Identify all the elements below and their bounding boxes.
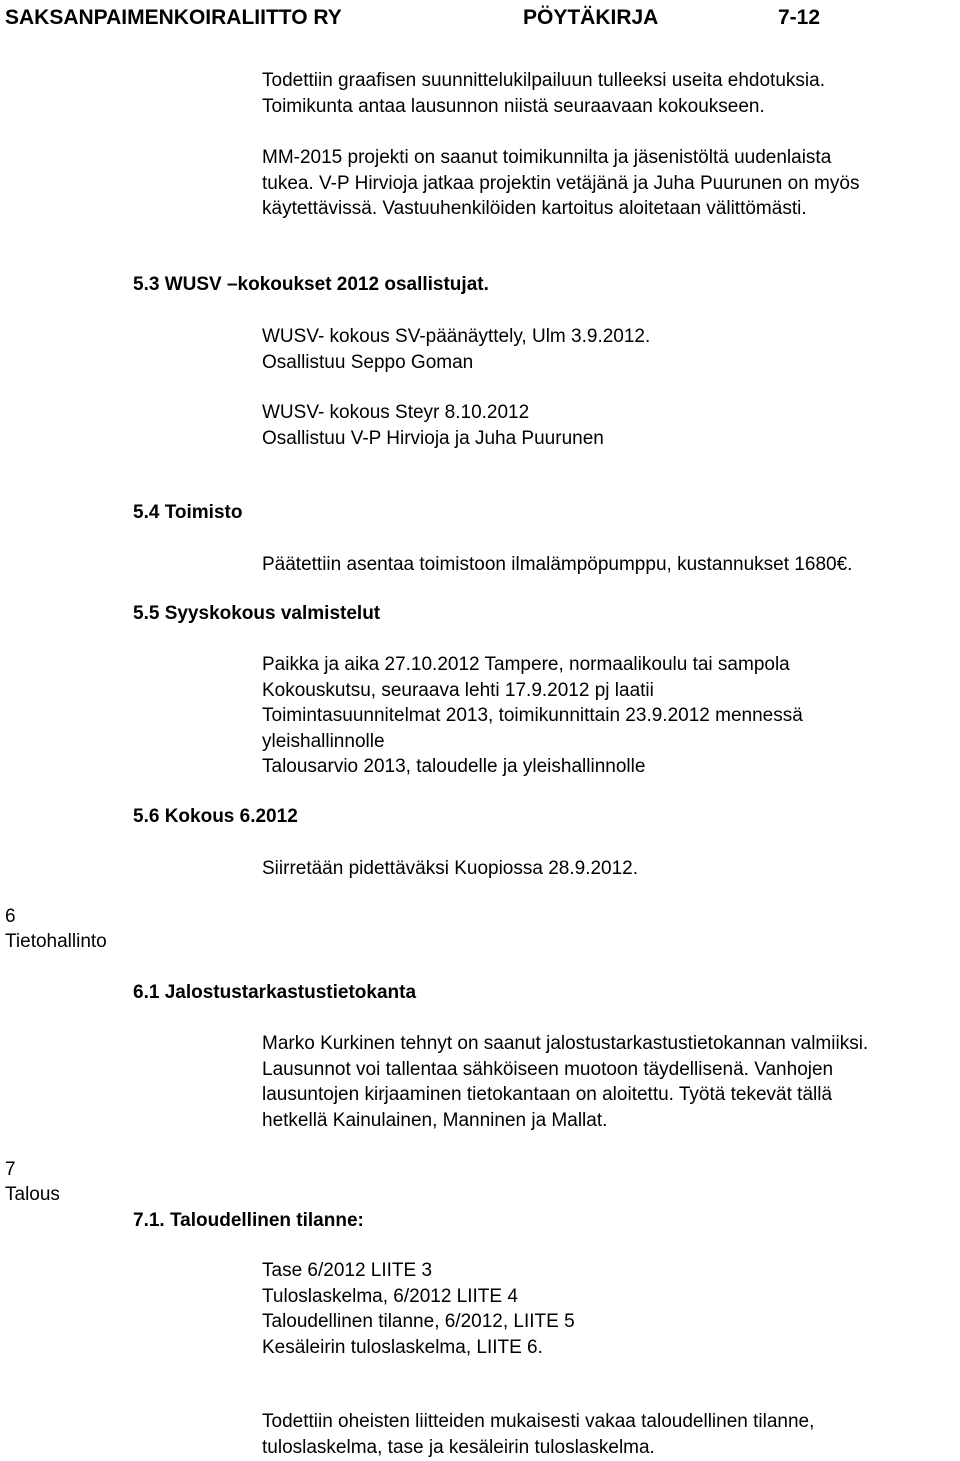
section-5-3-heading: 5.3 WUSV –kokoukset 2012 osallistujat.	[133, 274, 489, 295]
section-5-3-block-2	[262, 400, 604, 451]
list-item: Taloudellinen tilanne, 6/2012, LIITE 5	[262, 1311, 575, 1332]
text-line: yleishallinnolle	[262, 730, 385, 752]
text-line: Talousarvio 2013, taloudelle ja yleishallinnolle	[262, 756, 646, 777]
text-line: Toimintasuunnitelmat 2013, toimikunnittain 23.9.2012 mennessä	[262, 705, 803, 726]
intro-paragraph-2	[262, 145, 859, 222]
section-6-title: Tietohallinto	[5, 931, 107, 952]
text-line: Marko Kurkinen tehnyt on saanut jalostustarkastustietokannan valmiiksi.	[262, 1033, 869, 1054]
list-item: Tase 6/2012 LIITE 3	[262, 1260, 433, 1281]
text-line: käytettävissä. Vastuuhenkilöiden kartoitus aloitetaan välittömästi.	[262, 198, 807, 219]
intro-paragraph-1	[262, 68, 825, 119]
section-5-4-heading: 5.4 Toimisto	[133, 502, 243, 523]
text-line: Todettiin graafisen suunnittelukilpailuun tulleeksi useita ehdotuksia.	[262, 70, 825, 91]
list-item: Kesäleirin tuloslaskelma, LIITE 6.	[262, 1336, 543, 1358]
section-5-4-text: Päätettiin asentaa toimistoon ilmalämpöpumppu, kustannukset 1680€.	[262, 554, 853, 575]
section-6-1-heading: 6.1 Jalostustarkastustietokanta	[133, 982, 417, 1003]
text-line: Lausunnot voi tallentaa sähköiseen muotoon täydellisenä. Vanhojen	[262, 1058, 834, 1080]
section-7-title: Talous	[5, 1184, 60, 1205]
page-number: 7-12	[778, 6, 821, 29]
text-line: Osallistuu Seppo Goman	[262, 351, 474, 373]
text-line: Osallistuu V-P Hirvioja ja Juha Puurunen	[262, 427, 604, 449]
text-line: lausuntojen kirjaaminen tietokantaan on aloitettu. Työtä tekevät tällä	[262, 1084, 833, 1105]
section-5-5-heading: 5.5 Syyskokous valmistelut	[133, 603, 381, 624]
section-5-3-block-1	[262, 324, 650, 375]
text-line: Toimikunta antaa lausunnon niistä seuraavaan kokoukseen.	[262, 95, 765, 117]
text-line: tukea. V-P Hirvioja jatkaa projektin vetäjänä ja Juha Puurunen on myös	[262, 172, 860, 194]
text-line: Kokouskutsu, seuraava lehti 17.9.2012 pj laatii	[262, 679, 654, 701]
text-line: WUSV- kokous SV-päänäyttely, Ulm 3.9.2012.	[262, 326, 651, 347]
section-6-1-lines	[262, 1031, 868, 1133]
text-line: hetkellä Kainulainen, Manninen ja Mallat.	[262, 1109, 608, 1131]
text-line: Todettiin oheisten liitteiden mukaisesti vakaa taloudellinen tilanne,	[262, 1411, 815, 1432]
organization-name: SAKSANPAIMENKOIRALIITTO RY	[5, 6, 342, 29]
text-line: Paikka ja aika 27.10.2012 Tampere, normaalikoulu tai sampola	[262, 654, 790, 675]
text-line: tuloslaskelma, tase ja kesäleirin tuloslaskelma.	[262, 1436, 655, 1458]
section-5-5-lines	[262, 652, 803, 780]
text-line: MM-2015 projekti on saanut toimikunnilta ja jäsenistöltä uudenlaista	[262, 147, 832, 168]
section-7-number: 7	[5, 1159, 16, 1180]
document-type: PÖYTÄKIRJA	[523, 6, 659, 29]
section-5-6-text: Siirretään pidettäväksi Kuopiossa 28.9.2012.	[262, 858, 639, 879]
text-line: WUSV- kokous Steyr 8.10.2012	[262, 402, 530, 423]
section-7-1-list	[262, 1258, 575, 1360]
section-6-number: 6	[5, 906, 16, 927]
section-5-6-heading: 5.6 Kokous 6.2012	[133, 806, 298, 827]
section-7-1-heading: 7.1. Taloudellinen tilanne:	[133, 1210, 364, 1231]
section-7-1-conclusion	[262, 1409, 814, 1460]
list-item: Tuloslaskelma, 6/2012 LIITE 4	[262, 1285, 518, 1307]
